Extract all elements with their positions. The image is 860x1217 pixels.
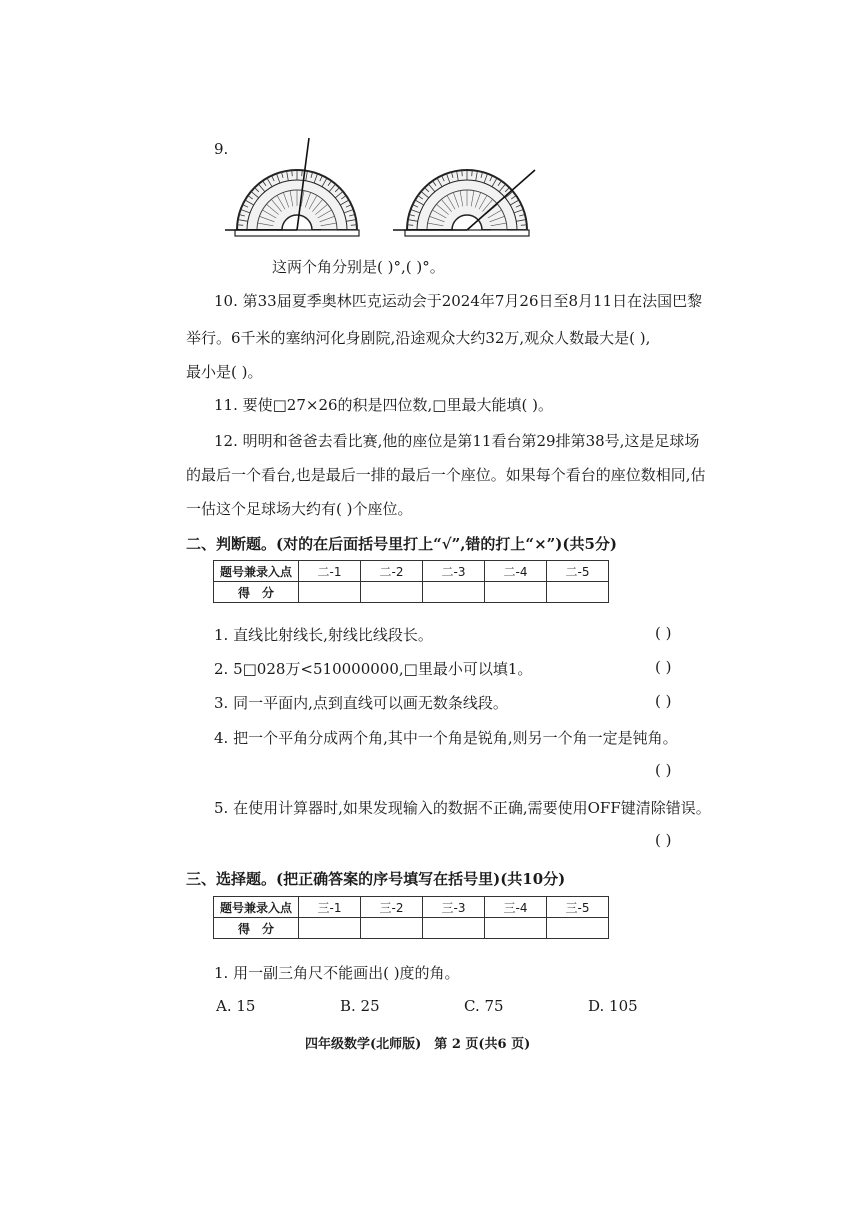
protractor-tick [462, 170, 463, 176]
section3-score-table [213, 896, 609, 939]
score-row-label: 得 分 [214, 582, 299, 603]
score-table-head: 题号兼录入点 [214, 561, 299, 582]
score-cell[interactable] [299, 582, 361, 603]
section2-title: 二、判断题。(对的在后面括号里打上“√”,错的打上“×”)(共5分) [186, 535, 617, 553]
score-row-label: 得 分 [214, 918, 299, 939]
score-col: 三-2 [361, 897, 423, 918]
section3-title: 三、选择题。(把正确答案的序号填写在括号里)(共10分) [186, 870, 566, 888]
score-col: 三-1 [299, 897, 361, 918]
judge-item-1: 1. 直线比射线长,射线比线段长。 [214, 626, 433, 644]
judge-answer-1[interactable]: ( ) [655, 624, 672, 642]
protractor-icon [225, 138, 359, 236]
score-col: 二-2 [361, 561, 423, 582]
score-col: 三-3 [423, 897, 485, 918]
judge-item-4: 4. 把一个平角分成两个角,其中一个角是锐角,则另一个角一定是钝角。 [214, 729, 678, 747]
judge-answer-3[interactable]: ( ) [655, 692, 672, 710]
q10-line3: 最小是( )。 [186, 363, 263, 381]
q11-text: 11. 要使□27×26的积是四位数,□里最大能填( )。 [214, 396, 553, 414]
page-footer: 四年级数学(北师版) 第 2 页(共6 页) [305, 1037, 531, 1052]
judge-item-2: 2. 5□028万<510000000,□里最小可以填1。 [214, 660, 533, 678]
protractor-tick [292, 170, 293, 176]
protractor-tick [472, 170, 473, 176]
protractor-tick [521, 225, 527, 226]
judge-answer-5[interactable]: ( ) [655, 831, 672, 849]
q9-answer-line: 这两个角分别是( )°,( )°。 [272, 258, 445, 276]
score-cell[interactable] [547, 582, 609, 603]
score-cell[interactable] [547, 918, 609, 939]
q9-number: 9. [214, 140, 229, 158]
score-col: 三-4 [485, 897, 547, 918]
score-table-head: 题号兼录入点 [214, 897, 299, 918]
protractor-tick [407, 225, 413, 226]
score-col: 三-5 [547, 897, 609, 918]
score-col: 二-3 [423, 561, 485, 582]
score-col: 二-5 [547, 561, 609, 582]
choice-option-b[interactable]: B. 25 [340, 997, 380, 1015]
score-cell[interactable] [361, 918, 423, 939]
section2-score-table [213, 560, 609, 603]
choice-q1: 1. 用一副三角尺不能画出( )度的角。 [214, 964, 460, 982]
q10-line2: 举行。6千米的塞纳河化身剧院,沿途观众大约32万,观众人数最大是( ), [186, 329, 651, 347]
q12-line3: 一估这个足球场大约有( )个座位。 [186, 500, 413, 518]
q12-line1: 12. 明明和爸爸去看比赛,他的座位是第11看台第29排第38号,这是足球场 [214, 432, 700, 450]
q10-line1: 10. 第33届夏季奥林匹克运动会于2024年7月26日至8月11日在法国巴黎 [214, 292, 703, 310]
score-cell[interactable] [423, 918, 485, 939]
judge-item-5: 5. 在使用计算器时,如果发现输入的数据不正确,需要使用OFF键清除错误。 [214, 799, 711, 817]
judge-answer-4[interactable]: ( ) [655, 761, 672, 779]
judge-answer-2[interactable]: ( ) [655, 658, 672, 676]
protractor-icon [393, 170, 535, 236]
q12-line2: 的最后一个看台,也是最后一排的最后一个座位。如果每个看台的座位数相同,估 [186, 466, 706, 484]
score-col: 二-1 [299, 561, 361, 582]
protractor-tick [237, 225, 243, 226]
score-cell[interactable] [299, 918, 361, 939]
judge-item-3: 3. 同一平面内,点到直线可以画无数条线段。 [214, 694, 508, 712]
score-cell[interactable] [361, 582, 423, 603]
score-col: 二-4 [485, 561, 547, 582]
score-cell[interactable] [485, 918, 547, 939]
score-cell[interactable] [423, 582, 485, 603]
choice-option-c[interactable]: C. 75 [464, 997, 504, 1015]
protractor-figures [225, 130, 555, 240]
protractor-tick [351, 225, 357, 226]
protractor-tick [302, 170, 303, 176]
choice-option-a[interactable]: A. 15 [216, 997, 256, 1015]
score-cell[interactable] [485, 582, 547, 603]
choice-option-d[interactable]: D. 105 [588, 997, 638, 1015]
